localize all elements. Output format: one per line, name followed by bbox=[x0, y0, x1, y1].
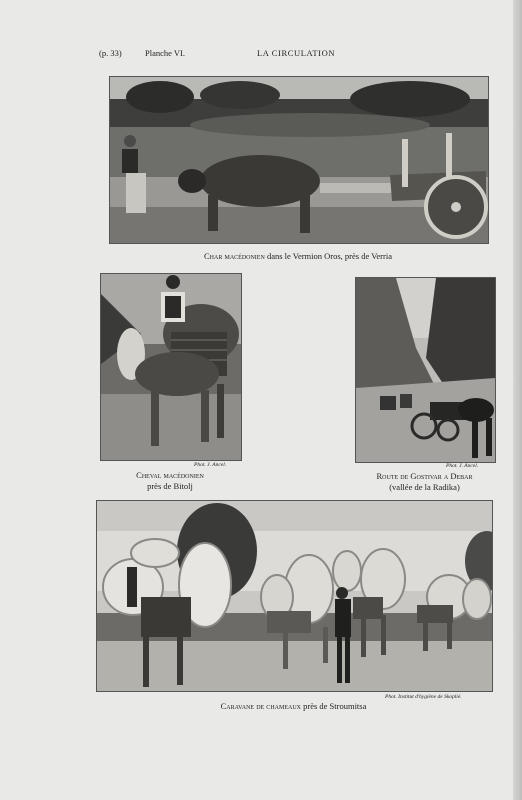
caption-caravan-rest: près de Stroumitsa bbox=[300, 701, 367, 711]
plate-number: Planche VI. bbox=[145, 48, 185, 58]
ox-cart-image bbox=[110, 77, 488, 243]
caption-caravan-lead: Caravane de chameaux bbox=[220, 701, 301, 711]
caravan-image bbox=[97, 501, 492, 691]
credit-road: Phot. J. Ancel. bbox=[446, 463, 479, 469]
credit-caravan: Phot. Institut d'hygiène de Skoplié. bbox=[385, 694, 462, 700]
page-edge bbox=[513, 0, 522, 800]
caption-caravan bbox=[96, 701, 491, 712]
photo-caravan bbox=[96, 500, 493, 692]
caption-road-lead: Route de Gostivar a Debar bbox=[376, 471, 473, 481]
caption-road-line2: (vallée de la Radika) bbox=[389, 482, 460, 492]
caption-road bbox=[352, 471, 497, 493]
caption-horse-line2: près de Bitolj bbox=[147, 481, 193, 491]
credit-horse: Phot. J. Ancel. bbox=[194, 462, 227, 468]
photo-horse bbox=[100, 273, 242, 461]
caption-horse bbox=[100, 470, 240, 492]
photo-ox-cart bbox=[109, 76, 489, 244]
caption-ox-cart bbox=[109, 251, 487, 262]
page-header bbox=[99, 48, 499, 62]
photo-road bbox=[355, 277, 496, 463]
section-title: LA CIRCULATION bbox=[257, 48, 336, 58]
road-image bbox=[356, 278, 495, 462]
caption-ox-cart-rest: dans le Vermion Oros, près de Verria bbox=[264, 251, 392, 261]
horse-image bbox=[101, 274, 241, 460]
caption-horse-line1: Cheval macédonien bbox=[136, 470, 204, 480]
page-reference: (p. 33) bbox=[99, 48, 122, 58]
caption-ox-cart-lead: Char macédonien bbox=[204, 251, 265, 261]
